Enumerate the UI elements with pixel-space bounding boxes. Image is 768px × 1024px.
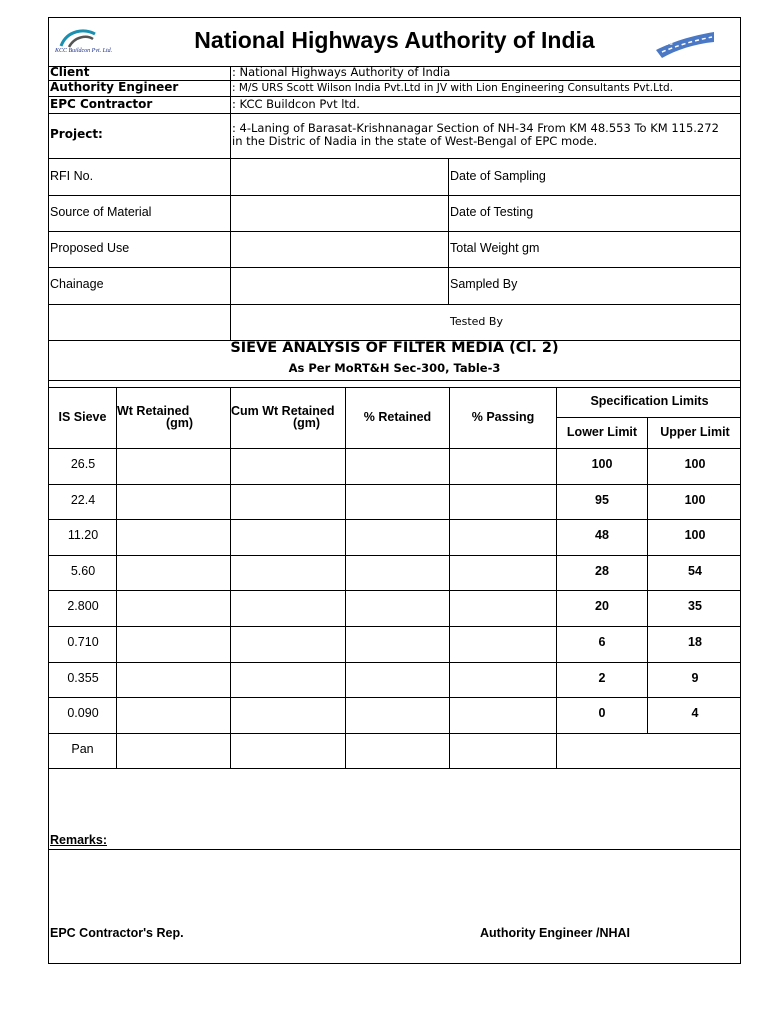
- sampled-by-field[interactable]: [549, 269, 739, 302]
- upper-limit: 100: [684, 457, 706, 471]
- pct-passing-cell[interactable]: [451, 592, 555, 624]
- lower-limit: 2: [598, 671, 606, 685]
- wt-retained-header: Wt Retained: [117, 404, 190, 418]
- form-page: [48, 17, 741, 964]
- sieve-size: 26.5: [70, 457, 96, 471]
- cum-wt-retained-cell[interactable]: [232, 699, 344, 731]
- pct-passing-cell[interactable]: [451, 628, 555, 660]
- cum-wt-retained-cell[interactable]: [232, 521, 344, 553]
- pct-retained-cell[interactable]: [347, 628, 448, 660]
- pan-cell[interactable]: [232, 735, 344, 766]
- cum-wt-retained-cell[interactable]: [232, 450, 344, 482]
- pct-retained-cell[interactable]: [347, 557, 448, 589]
- pct-retained-cell[interactable]: [347, 450, 448, 482]
- cum-wt-retained-unit: (gm): [293, 416, 321, 430]
- cum-wt-retained-cell[interactable]: [232, 557, 344, 589]
- lower-limit: 95: [595, 493, 609, 507]
- sieve-size: 0.090: [67, 706, 99, 720]
- pan-cell[interactable]: [347, 735, 448, 766]
- authority-engineer-value: : M/S URS Scott Wilson India Pvt.Ltd in JV with Lion Engineering Consultants Pvt.Ltd.: [232, 82, 674, 94]
- wt-retained-cell[interactable]: [118, 628, 229, 660]
- client-value: : National Highways Authority of India: [232, 65, 451, 79]
- pct-passing-cell[interactable]: [451, 450, 555, 482]
- sampled-by-label: Sampled By: [450, 277, 518, 291]
- pct-passing-cell[interactable]: [451, 557, 555, 589]
- upper-limit: 100: [684, 528, 706, 542]
- total-weight-field[interactable]: [549, 233, 739, 265]
- epc-contractor-value: : KCC Buildcon Pvt ltd.: [232, 97, 360, 111]
- remarks-area[interactable]: [51, 770, 739, 828]
- wt-retained-cell[interactable]: [118, 450, 229, 482]
- upper-limit: 35: [688, 599, 702, 613]
- pct-retained-cell[interactable]: [347, 486, 448, 518]
- pan-cell[interactable]: [451, 735, 555, 766]
- tested-by-label: Tested By: [450, 315, 503, 328]
- cum-wt-retained-cell[interactable]: [232, 664, 344, 696]
- pct-retained-header: % Retained: [363, 410, 432, 424]
- project-label: Project:: [50, 127, 103, 141]
- nhai-logo: [656, 28, 714, 58]
- epc-contractor-label: EPC Contractor: [50, 97, 153, 111]
- page-title: National Highways Authority of India: [194, 27, 595, 53]
- cum-wt-retained-cell[interactable]: [232, 592, 344, 624]
- proposed-use-field[interactable]: [232, 233, 446, 265]
- chainage-label: Chainage: [50, 277, 104, 291]
- wt-retained-cell[interactable]: [118, 486, 229, 518]
- wt-retained-unit: (gm): [166, 416, 194, 430]
- lower-limit: 6: [598, 635, 606, 649]
- cum-wt-retained-cell[interactable]: [232, 628, 344, 660]
- wt-retained-cell[interactable]: [118, 699, 229, 731]
- pct-passing-cell[interactable]: [451, 486, 555, 518]
- section-title: SIEVE ANALYSIS OF FILTER MEDIA (Cl. 2): [230, 340, 559, 356]
- rfi-no-label: RFI No.: [50, 169, 94, 183]
- epc-rep-label: EPC Contractor's Rep.: [50, 926, 184, 940]
- lower-limit: 28: [595, 564, 609, 578]
- pct-passing-cell[interactable]: [451, 664, 555, 696]
- spec-limits-header: Specification Limits: [590, 394, 709, 408]
- wt-retained-cell[interactable]: [118, 557, 229, 589]
- upper-limit: 4: [691, 706, 699, 720]
- sieve-size: 11.20: [67, 528, 99, 542]
- section-subtitle: As Per MoRT&H Sec-300, Table-3: [288, 361, 501, 375]
- sieve-size: 2.800: [67, 599, 99, 613]
- wt-retained-cell[interactable]: [118, 521, 229, 553]
- pct-passing-header: % Passing: [471, 410, 535, 424]
- sieve-size: 5.60: [70, 564, 96, 578]
- upper-limit: 54: [688, 564, 702, 578]
- sieve-size: 0.710: [67, 635, 99, 649]
- kcc-logo-text: KCC Buildcon Pvt. Ltd.: [55, 48, 113, 54]
- source-material-field[interactable]: [232, 197, 446, 229]
- authority-engineer-label: Authority Engineer: [50, 80, 179, 94]
- pct-retained-cell[interactable]: [347, 592, 448, 624]
- pct-retained-cell[interactable]: [347, 521, 448, 553]
- pan-label: Pan: [71, 742, 94, 756]
- date-sampling-field[interactable]: [549, 160, 739, 193]
- remarks-label: Remarks:: [50, 833, 107, 847]
- nhai-logo-text: NHAI: [658, 41, 673, 47]
- date-sampling-label: Date of Sampling: [450, 169, 546, 183]
- wt-retained-cell[interactable]: [118, 592, 229, 624]
- cum-wt-retained-header: Cum Wt Retained: [231, 404, 335, 418]
- project-value-line2: in the Distric of Nadia in the state of West-Bengal of EPC mode.: [232, 134, 598, 148]
- wt-retained-cell[interactable]: [118, 664, 229, 696]
- date-testing-label: Date of Testing: [450, 205, 534, 219]
- source-material-label: Source of Material: [50, 205, 152, 219]
- upper-limit: 18: [688, 635, 702, 649]
- pan-cell[interactable]: [118, 735, 229, 766]
- sieve-size: 0.355: [67, 671, 99, 685]
- upper-limit: 100: [684, 493, 706, 507]
- sieve-size: 22.4: [70, 493, 96, 507]
- rfi-no-field[interactable]: [232, 160, 446, 193]
- client-label: Client: [50, 65, 90, 79]
- upper-limit-header: Upper Limit: [660, 425, 730, 439]
- upper-limit: 9: [691, 671, 699, 685]
- proposed-use-label: Proposed Use: [50, 241, 130, 255]
- pct-retained-cell[interactable]: [347, 664, 448, 696]
- chainage-field[interactable]: [232, 269, 446, 302]
- pct-passing-cell[interactable]: [451, 521, 555, 553]
- cum-wt-retained-cell[interactable]: [232, 486, 344, 518]
- authority-engineer-signature-label: Authority Engineer /NHAI: [480, 926, 631, 940]
- pct-passing-cell[interactable]: [451, 699, 555, 731]
- lower-limit: 0: [598, 706, 606, 720]
- pct-retained-cell[interactable]: [347, 699, 448, 731]
- lower-limit: 100: [591, 457, 613, 471]
- lower-limit: 48: [595, 528, 609, 542]
- project-value-line1: : 4-Laning of Barasat-Krishnanagar Section of NH-34 From KM 48.553 To KM 115.272: [232, 121, 719, 135]
- total-weight-label: Total Weight gm: [450, 241, 540, 255]
- pan-cell[interactable]: [557, 735, 741, 766]
- is-sieve-header: IS Sieve: [58, 410, 107, 424]
- lower-limit-header: Lower Limit: [566, 425, 638, 439]
- lower-limit: 20: [595, 599, 609, 613]
- date-testing-field[interactable]: [549, 197, 739, 229]
